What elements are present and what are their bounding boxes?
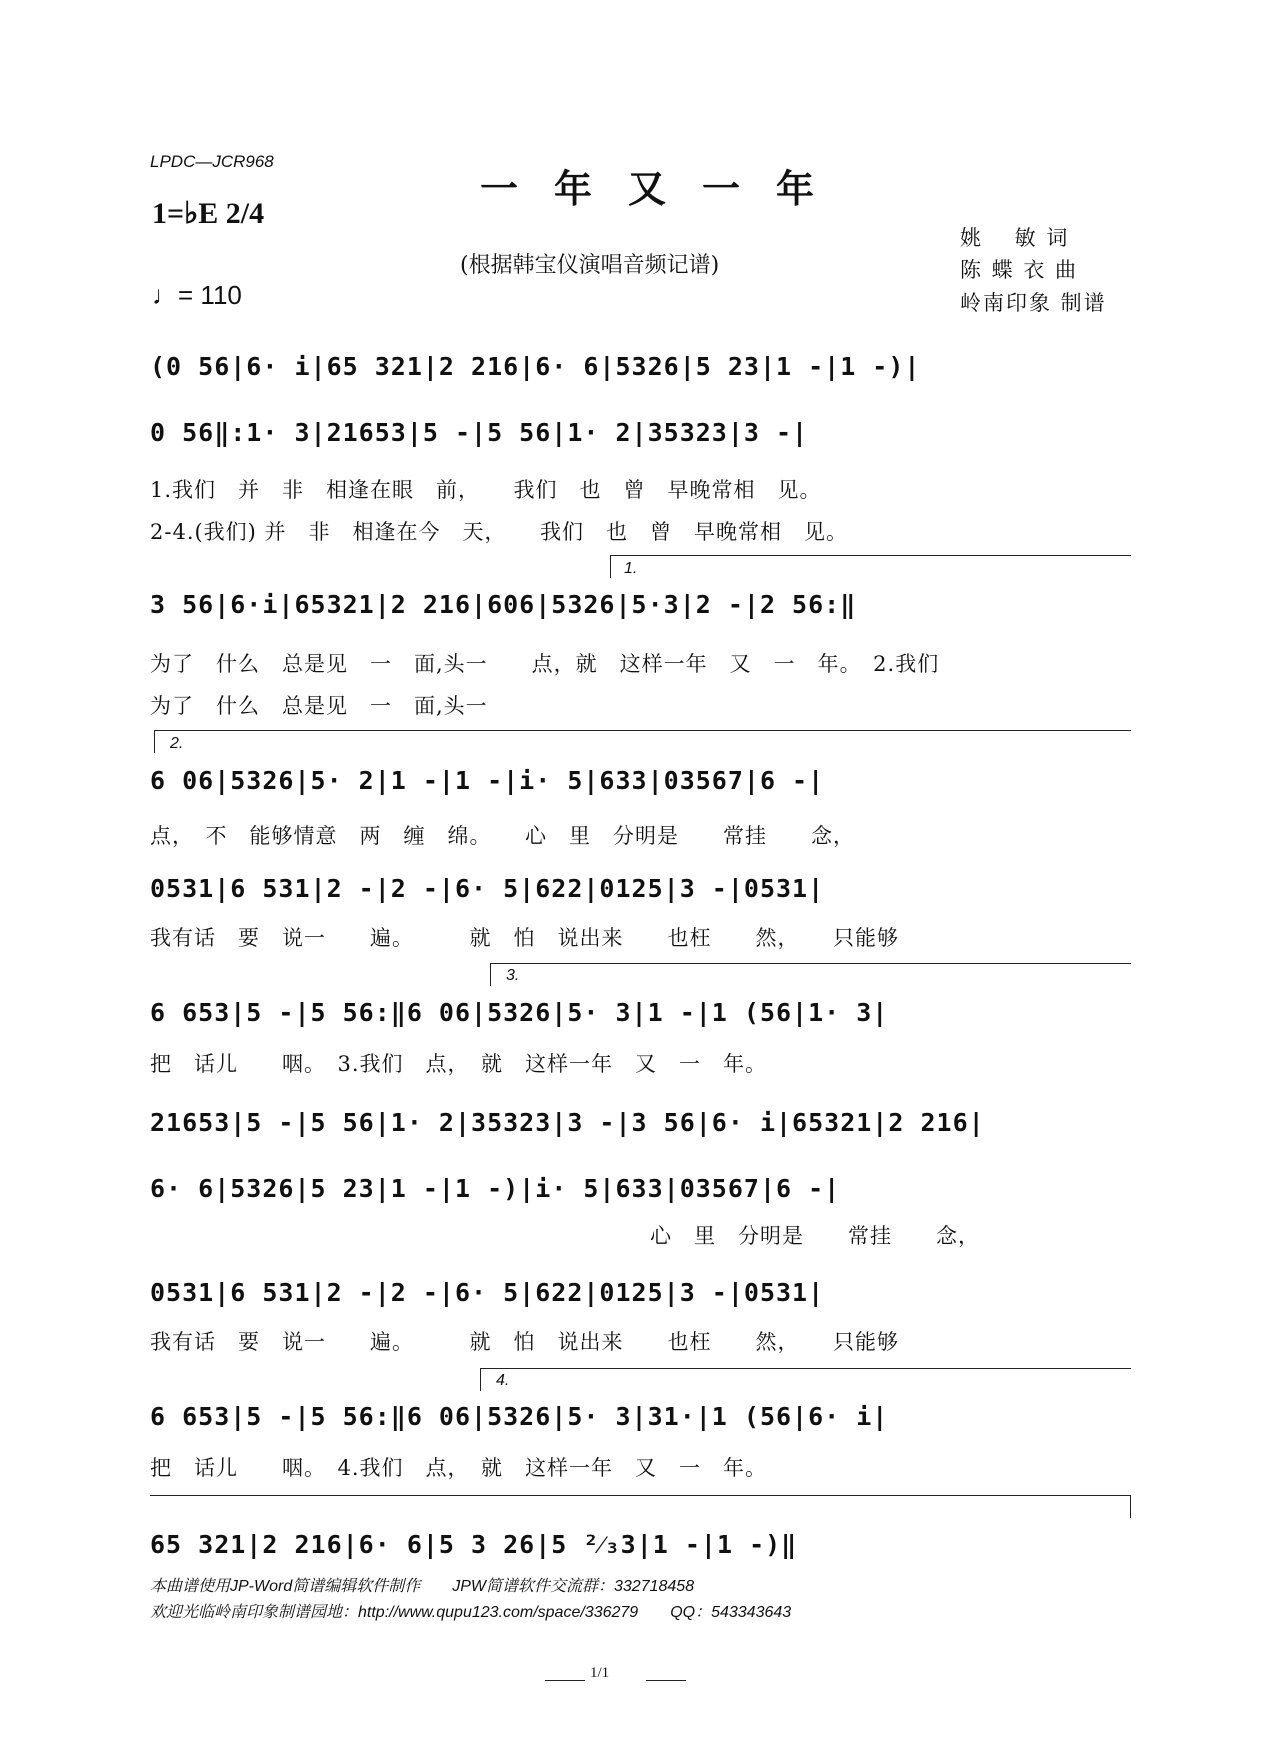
notation-line-7: 21653|5 -|5 56|1· 2|35323|3 -|3 56|6· i|65321|2 216| bbox=[150, 1108, 985, 1137]
page-number: 1/1 bbox=[590, 1665, 610, 1681]
notation-line-9: 0531|6 531|2 -|2 -|6· 5|622|0125|3 -|0531| bbox=[150, 1278, 825, 1307]
lyric-line-2: 2-4.(我们) 并 非 相逢在今 天， 我们 也 曾 早晚常相 见。 bbox=[150, 520, 849, 544]
notation-line-10: 6 653|5 -|5 56:‖6 06|5326|5· 3|31·|1 (56|6· i| bbox=[150, 1402, 889, 1431]
volta-bracket-3 bbox=[490, 963, 1131, 986]
notation-line-2: 0 56‖:1· 3|21653|5 -|5 56|1· 2|35323|3 -| bbox=[150, 418, 809, 447]
page-number-right-rule bbox=[646, 1680, 686, 1681]
arranger-credit: 岭南印象 制谱 bbox=[960, 291, 1107, 315]
volta-bracket-1 bbox=[610, 555, 1131, 578]
volta-label-4: 4. bbox=[496, 1372, 510, 1389]
lyric-line-5: 点， 不 能够情意 两 缠 绵。 心 里 分明是 常挂 念， bbox=[150, 824, 855, 848]
footer-website-note: 欢迎光临岭南印象制谱园地：http://www.qupu123.com/space/336279 QQ：543343643 bbox=[150, 1604, 792, 1621]
notation-line-6: 6 653|5 -|5 56:‖6 06|5326|5· 3|1 -|1 (56|1· 3| bbox=[150, 998, 889, 1027]
subtitle: (根据韩宝仪演唱音频记谱) bbox=[460, 253, 720, 278]
notation-line-3: 3 56|6·i|65321|2 216|606|5326|5·3|2 -|2 56:‖ bbox=[150, 590, 857, 619]
key-signature: 1=♭E 2/4 bbox=[152, 197, 265, 230]
score-code: LPDC—JCR968 bbox=[150, 152, 274, 171]
lyric-line-3: 为了 什么 总是见 一 面,头一 点，就 这样一年 又 一 年。 2.我们 bbox=[150, 652, 940, 676]
lyric-line-1: 1.我们 并 非 相逢在眼 前， 我们 也 曾 早晚常相 见。 bbox=[150, 478, 822, 502]
volta-bracket-2 bbox=[154, 730, 1131, 753]
notation-line-1: (0 56|6· i|65 321|2 216|6· 6|5326|5 23|1 -|1 -)| bbox=[150, 352, 921, 381]
lyric-line-6: 我有话 要 说一 遍。 就 怕 说出来 也枉 然， 只能够 bbox=[150, 926, 899, 950]
lyric-line-4: 为了 什么 总是见 一 面,头一 bbox=[150, 694, 488, 718]
notation-line-8: 6· 6|5326|5 23|1 -|1 -)|i· 5|633|03567|6 -| bbox=[150, 1174, 841, 1203]
lyricist-credit: 姚 敏 词 bbox=[960, 226, 1070, 250]
page-number-left-rule bbox=[545, 1680, 585, 1681]
tempo-marking: ♩= 110 bbox=[152, 280, 242, 310]
notation-line-4: 6 06|5326|5· 2|1 -|1 -|i· 5|633|03567|6 -| bbox=[150, 766, 825, 795]
footer-software-note: 本曲谱使用JP-Word简谱编辑软件制作 JPW简谱软件交流群：332718458 bbox=[150, 1578, 695, 1595]
notation-line-5: 0531|6 531|2 -|2 -|6· 5|622|0125|3 -|0531| bbox=[150, 874, 825, 903]
volta-label-2: 2. bbox=[170, 735, 184, 752]
volta-bracket-final bbox=[150, 1495, 1131, 1518]
lyric-line-7: 把 话儿 咽。 3.我们 点， 就 这样一年 又 一 年。 bbox=[150, 1052, 768, 1076]
lyric-line-10: 把 话儿 咽。 4.我们 点， 就 这样一年 又 一 年。 bbox=[150, 1456, 768, 1480]
lyric-line-9: 我有话 要 说一 遍。 就 怕 说出来 也枉 然， 只能够 bbox=[150, 1330, 899, 1354]
page-title: 一年又一年 bbox=[480, 166, 851, 211]
volta-label-1: 1. bbox=[624, 560, 638, 577]
volta-label-3: 3. bbox=[506, 967, 520, 984]
composer-credit: 陈 蝶 衣 曲 bbox=[960, 258, 1079, 282]
volta-bracket-4 bbox=[480, 1368, 1131, 1391]
notation-line-11: 65 321|2 216|6· 6|5 3 26|5 ²⁄₃3|1 -|1 -)‖ bbox=[150, 1530, 798, 1559]
lyric-line-8: 心 里 分明是 常挂 念， bbox=[650, 1224, 980, 1248]
